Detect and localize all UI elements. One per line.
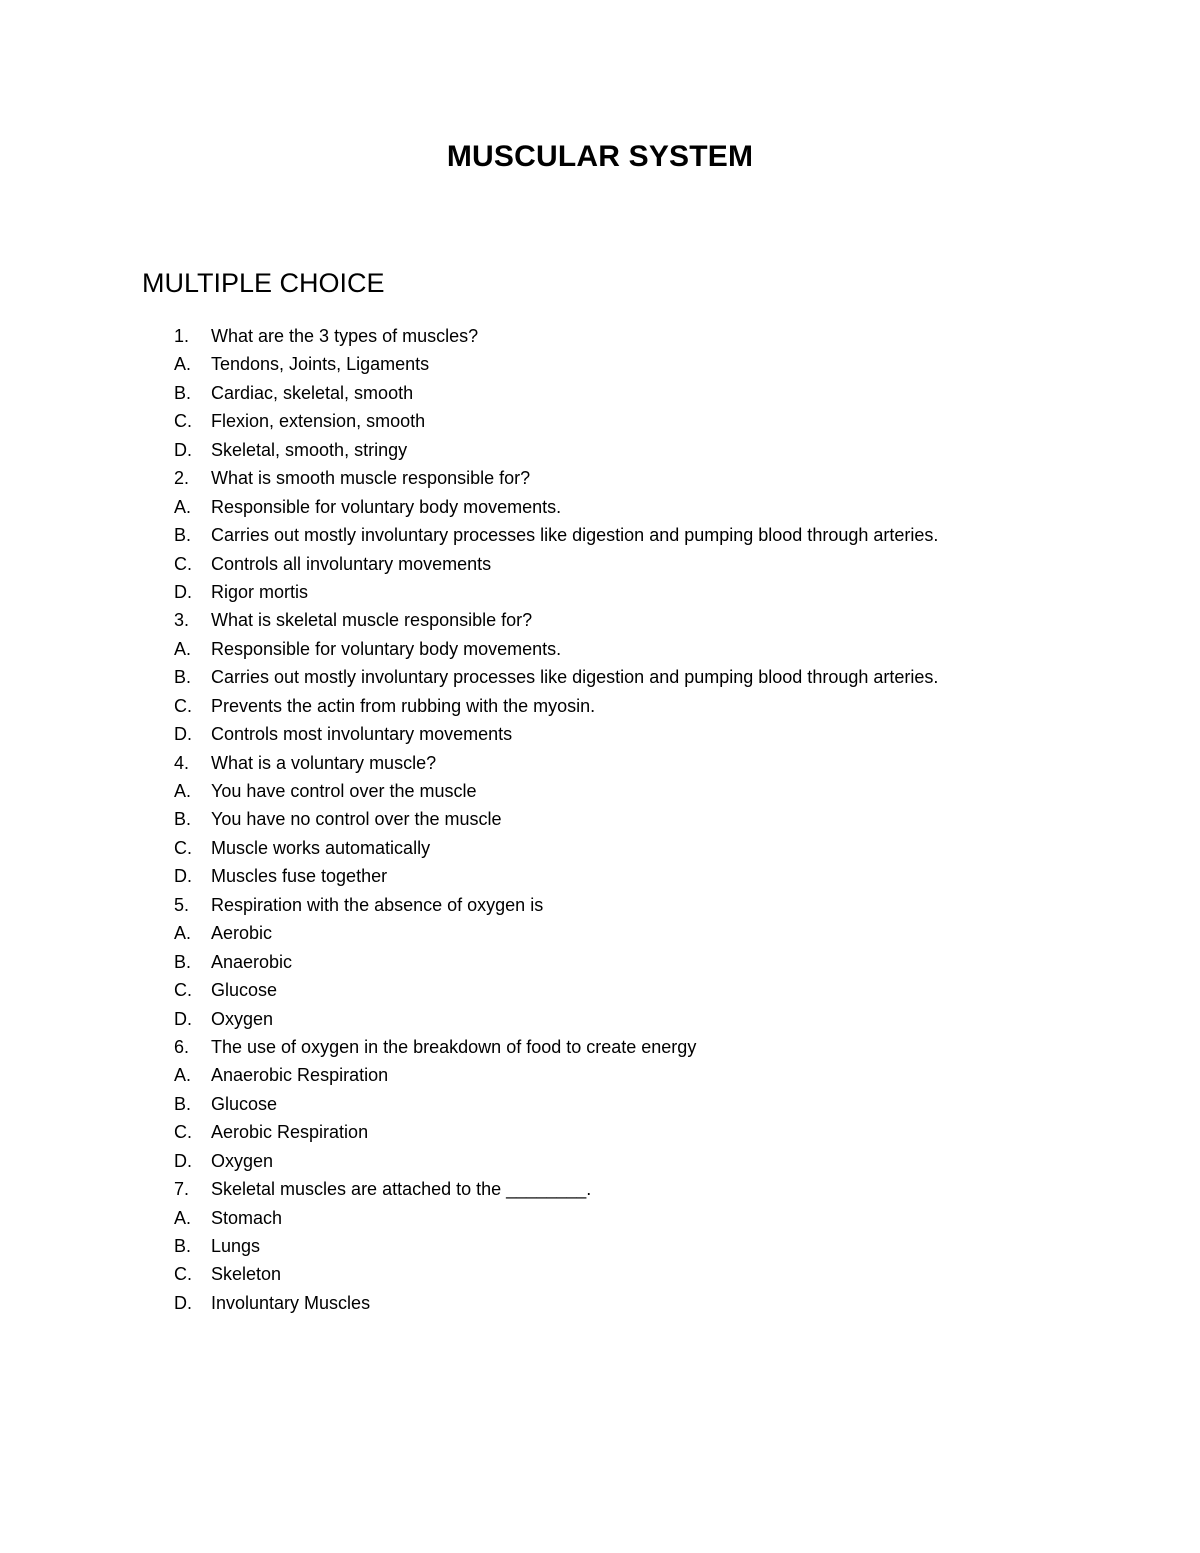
option-2d [174, 578, 938, 606]
option-letter: D. [174, 1008, 192, 1029]
option-letter: B. [174, 1093, 192, 1114]
option-letter: A. [174, 1207, 192, 1228]
question-text: Skeletal muscles are attached to the ________. [211, 1179, 592, 1200]
option-text: Glucose [211, 980, 278, 1001]
option-7a [174, 1204, 938, 1232]
option-text: Glucose [211, 1093, 278, 1114]
option-2c [174, 550, 938, 578]
option-5d [174, 1005, 938, 1033]
question-1 [174, 322, 938, 350]
option-text: Muscles fuse together [211, 866, 388, 887]
option-4a [174, 777, 938, 805]
option-1b [174, 379, 938, 407]
option-text: Lungs [211, 1236, 261, 1256]
option-3d [174, 720, 938, 748]
option-5c [174, 976, 938, 1004]
option-1d [174, 436, 938, 464]
option-letter: D. [174, 581, 192, 602]
option-text: Rigor mortis [211, 581, 309, 602]
option-letter: C. [174, 1264, 192, 1285]
option-text: Responsible for voluntary body movements. [211, 496, 562, 517]
question-number: 4. [174, 752, 190, 773]
option-5a [174, 919, 938, 947]
option-text: Oxygen [211, 1150, 274, 1171]
option-text: Flexion, extension, smooth [211, 411, 426, 432]
option-text: Prevents the actin from rubbing with the myosin. [211, 695, 596, 716]
option-text: Anaerobic Respiration [211, 1065, 389, 1086]
option-text: Skeleton [211, 1264, 282, 1285]
option-5b [174, 948, 938, 976]
question-3 [174, 606, 938, 634]
option-text: Responsible for voluntary body movements. [211, 638, 562, 659]
question-text: What is a voluntary muscle? [211, 752, 437, 773]
question-list [174, 322, 938, 1317]
option-letter: C. [174, 837, 192, 858]
question-number: 3. [174, 610, 190, 631]
option-text: Cardiac, skeletal, smooth [211, 382, 414, 403]
option-letter: A. [174, 781, 192, 801]
option-6d [174, 1147, 938, 1175]
option-letter: B. [174, 1236, 192, 1256]
option-6a [174, 1061, 938, 1089]
option-text: Skeletal, smooth, stringy [211, 439, 408, 460]
question-text: Respiration with the absence of oxygen is [211, 894, 544, 915]
question-text: What is smooth muscle responsible for? [211, 468, 531, 489]
option-letter: D. [174, 1292, 192, 1313]
question-5 [174, 891, 938, 919]
option-letter: A. [174, 923, 192, 944]
option-letter: C. [174, 1122, 192, 1143]
option-letter: C. [174, 411, 192, 432]
option-text: Muscle works automatically [211, 837, 431, 858]
option-letter: A. [174, 638, 192, 659]
question-number: 2. [174, 468, 190, 489]
option-letter: B. [174, 382, 192, 403]
option-4c [174, 834, 938, 862]
question-6 [174, 1033, 938, 1061]
option-letter: A. [174, 1065, 192, 1086]
question-text: The use of oxygen in the breakdown of food to create energy [211, 1036, 697, 1057]
option-4b [174, 805, 938, 833]
question-7 [174, 1175, 938, 1203]
option-letter: A. [174, 354, 192, 375]
option-letter: B. [174, 525, 192, 546]
question-4 [174, 749, 938, 777]
option-letter: C. [174, 695, 192, 716]
option-letter: B. [174, 951, 192, 972]
option-1a [174, 350, 938, 378]
option-4d [174, 862, 938, 890]
option-text: Involuntary Muscles [211, 1292, 371, 1313]
option-letter: D. [174, 724, 192, 745]
option-6c [174, 1118, 938, 1146]
option-text: Oxygen [211, 1008, 274, 1029]
option-text: Stomach [211, 1207, 283, 1228]
question-text: What are the 3 types of muscles? [211, 326, 479, 346]
question-2 [174, 464, 938, 492]
option-text: Aerobic Respiration [211, 1122, 369, 1143]
option-letter: C. [174, 553, 192, 574]
option-text: Carries out mostly involuntary processes like digestion and pumping blood through arteries. [211, 667, 939, 688]
option-letter: B. [174, 809, 192, 830]
option-2b [174, 521, 938, 549]
option-letter: C. [174, 980, 192, 1001]
option-3a [174, 635, 938, 663]
option-text: You have no control over the muscle [211, 809, 502, 830]
option-3c [174, 692, 938, 720]
page-title: MUSCULAR SYSTEM [446, 140, 754, 173]
question-number: 5. [174, 894, 190, 915]
option-letter: D. [174, 439, 192, 460]
option-text: You have control over the muscle [211, 781, 477, 801]
option-text: Controls most involuntary movements [211, 724, 513, 745]
option-7c [174, 1260, 938, 1288]
question-number: 7. [174, 1179, 190, 1200]
question-number: 6. [174, 1036, 190, 1057]
option-letter: D. [174, 1150, 192, 1171]
option-6b [174, 1090, 938, 1118]
option-1c [174, 407, 938, 435]
option-text: Carries out mostly involuntary processes like digestion and pumping blood through arteries. [211, 525, 939, 546]
question-text: What is skeletal muscle responsible for? [211, 610, 533, 631]
option-letter: D. [174, 866, 192, 887]
option-3b [174, 663, 938, 691]
option-2a [174, 493, 938, 521]
section-heading: MULTIPLE CHOICE [142, 268, 385, 298]
option-text: Controls all involuntary movements [211, 553, 492, 574]
option-letter: A. [174, 496, 192, 517]
option-letter: B. [174, 667, 192, 688]
option-7d [174, 1289, 938, 1317]
option-text: Tendons, Joints, Ligaments [211, 354, 430, 375]
question-number: 1. [174, 326, 190, 346]
option-7b [174, 1232, 938, 1260]
option-text: Anaerobic [211, 951, 293, 972]
option-text: Aerobic [211, 923, 273, 944]
